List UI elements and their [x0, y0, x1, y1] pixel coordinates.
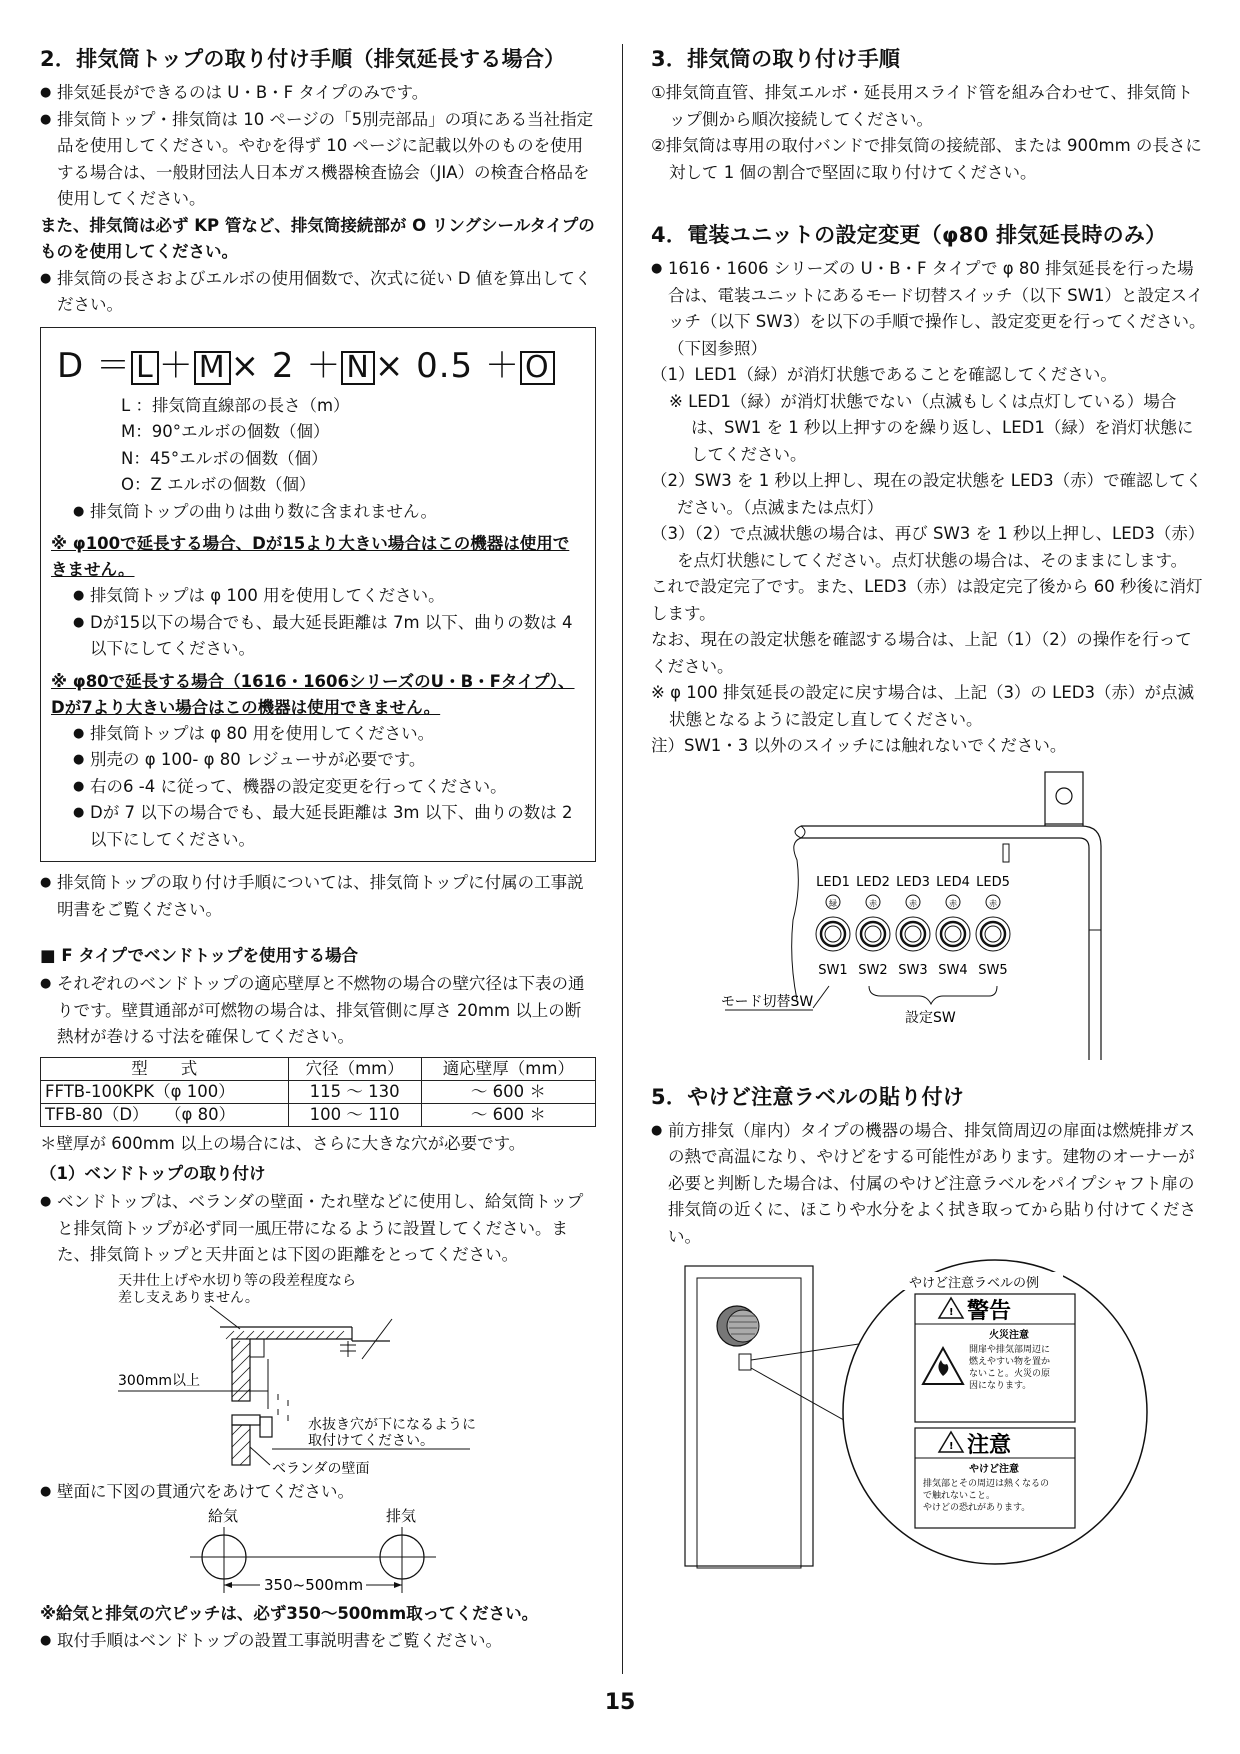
- legend-m: M：90°エルボの個数（個）: [121, 422, 330, 441]
- switch-label-1: SW1: [818, 962, 848, 978]
- section-5-title: 5．やけど注意ラベルの貼り付け: [651, 1084, 965, 1109]
- switch-ring-5: [985, 926, 1001, 942]
- s2-bold-note: また、排気筒は必ず KP 管など、排気筒接続部が O リングシールタイプのものを使用してください。: [40, 215, 595, 261]
- led-color-2: 赤: [869, 898, 877, 908]
- table-header: 型 式: [41, 1057, 289, 1080]
- led-label-1: LED1: [816, 874, 850, 890]
- page-number: 15: [604, 1690, 636, 1715]
- formula-n: N: [341, 351, 374, 385]
- formula-x05: × 0.5 ＋: [374, 345, 520, 386]
- fig2-label-exhaust: 排気: [386, 1507, 417, 1525]
- fig4-fire-text: ないこと。火災の原: [969, 1369, 1051, 1379]
- s4-step-1-note: ※ LED1（緑）が消灯状態でない（点滅もしくは点灯している）場合は、SW1 を 1 秒以上押すのを繰り返し、LED1（緑）を消灯状態にしてください。: [669, 391, 1194, 464]
- fig3-label-mode: モード切替SW: [721, 993, 814, 1010]
- led-label-5: LED5: [976, 874, 1010, 890]
- section-3-title: 3．排気筒の取り付け手順: [651, 47, 901, 71]
- note100-bullet-2: ● Dが15以下の場合でも、最大延長距離は 7m 以下、曲りの数は 4 以下にしてください。: [73, 610, 585, 663]
- formula-plus: ＋: [158, 345, 194, 386]
- fig2-label-supply: 給気: [208, 1507, 239, 1525]
- fig4-fire-text: 因になります。: [969, 1381, 1032, 1391]
- fig3-label-set: 設定SW: [905, 1009, 956, 1026]
- table-cell: 100 ～ 110: [288, 1103, 421, 1126]
- formula-d: D ＝: [57, 345, 131, 386]
- fig2-label-pitch: 350~500mm: [264, 1576, 364, 1594]
- formula-m: M: [194, 351, 231, 385]
- fig4-burn-text: で触れないこと。: [923, 1491, 996, 1501]
- note100-bullet-1: ● 排気筒トップは φ 100 用を使用してください。: [73, 583, 585, 610]
- bent-bullet-1: ● それぞれのベンドトップの適応壁厚と不燃物の場合の壁穴径は下表の通りです。壁貫通部が可燃物の場合は、排気管側に厚さ 20mm 以上の断熱材が巻ける寸法を確保してください。: [40, 971, 596, 1051]
- ceiling-distance-diagram: [40, 1269, 596, 1479]
- section-2-title: 2．排気筒トップの取り付け手順（排気延長する場合）: [40, 47, 566, 71]
- fig1-label-wall: ベランダの壁面: [272, 1460, 370, 1477]
- s4-step-2: （2）SW3 を 1 秒以上押し、現在の設定状態を LED3（赤）で確認してください。（点滅または点灯）: [651, 471, 1203, 517]
- led-label-4: LED4: [936, 874, 970, 890]
- fig4-burn-text: やけどの恐れがあります。: [923, 1503, 1031, 1513]
- s2-bullet-4: ● 排気筒トップの取り付け手順については、排気筒トップに付属の工事説明書をご覧ください。: [40, 870, 596, 923]
- table-header-row: [41, 1057, 596, 1080]
- switch-ring-3: [905, 926, 921, 942]
- switch-ring-1: [825, 926, 841, 942]
- s2-bullet-1: ● 排気延長ができるのは U・B・F タイプのみです。: [40, 80, 596, 107]
- table-cell: TFB-80（D） （φ 80）: [41, 1103, 289, 1126]
- s4-step-3: （3）（2）で点滅状態の場合は、再び SW3 を 1 秒以上押し、LED3（赤）を点灯状態にしてください。点灯状態の場合は、そのままにします。: [651, 524, 1205, 570]
- led-color-4: 赤: [949, 898, 957, 908]
- switch-label-5: SW5: [978, 962, 1008, 978]
- legend-n: N：45°エルボの個数（個）: [121, 448, 328, 468]
- legend-o: O：Z エルボの個数（個）: [121, 475, 316, 494]
- fig4-fire-text: 燃えやすい物を置か: [969, 1357, 1051, 1367]
- left-column: [40, 44, 596, 1654]
- formula-x2: × 2 ＋: [230, 345, 342, 386]
- fig4-warn: 警告: [967, 1299, 1012, 1324]
- table-row: [41, 1080, 596, 1103]
- formula-box: [40, 327, 596, 863]
- table-cell: FFTB-100KPK（φ 100）: [41, 1080, 289, 1103]
- led-label-2: LED2: [856, 874, 890, 890]
- led-color-3: 赤: [909, 898, 917, 908]
- fig1-label-top1: 天井仕上げや水切り等の段差程度なら: [118, 1272, 356, 1289]
- formula-o: O: [520, 351, 555, 385]
- fig1-label-drain1: 水抜き穴が下になるように: [308, 1416, 476, 1433]
- led-color-1: 緑: [829, 898, 837, 908]
- fig4-caution: 注意: [967, 1433, 1012, 1458]
- right-column: [651, 44, 1206, 1576]
- table-note: ＊壁厚が 600mm 以上の場合には、さらに大きな穴が必要です。: [40, 1133, 526, 1153]
- formula-legend: [121, 393, 585, 499]
- label-position: [739, 1354, 751, 1370]
- electrical-unit-diagram: [651, 760, 1206, 1060]
- s4-para-2: なお、現在の設定状態を確認する場合は、上記（1）（2）の操作を行ってください。: [651, 630, 1192, 676]
- note-phi100-title: ※ φ100で延長する場合、Dが15より大きい場合はこの機器は使用できません。: [51, 534, 570, 579]
- d-formula: [57, 338, 585, 387]
- led-label-3: LED3: [896, 874, 930, 890]
- fig4-fire-title: 火災注意: [989, 1330, 1029, 1341]
- fig4-fire-text: 開扉や排気部周辺に: [969, 1345, 1051, 1355]
- switch-label-3: SW3: [898, 962, 928, 978]
- pitch-note: ※給気と排気の穴ピッチは、必ず350～500mm取ってください。: [40, 1604, 539, 1623]
- fig4-burn-text: 排気部とその周辺は熱くなるの: [923, 1479, 1050, 1489]
- table-cell: ～ 600 ＊: [421, 1103, 595, 1126]
- note80-bullet-4: ● Dが 7 以下の場合でも、最大延長距離は 3m 以下、曲りの数は 2 以下にしてください。: [73, 800, 585, 853]
- s4-para-3: ※ φ 100 排気延長の設定に戻す場合は、上記（3）の LED3（赤）が点滅状態となるように設定し直してください。: [651, 683, 1195, 729]
- table-cell: 115 ～ 130: [288, 1080, 421, 1103]
- table-header: 穴径（mm）: [288, 1057, 421, 1080]
- bent-top-table: [40, 1057, 596, 1127]
- switch-label-4: SW4: [938, 962, 968, 978]
- led-color-5: 赤: [989, 898, 997, 908]
- s2-bullet-3: ● 排気筒の長さおよびエルボの使用個数で、次式に従い D 値を算出してください。: [40, 266, 596, 319]
- bent-bullet-4: ● 取付手順はベンドトップの設置工事説明書をご覧ください。: [40, 1628, 596, 1655]
- bent-top-title: ■ F タイプでベンドトップを使用する場合: [40, 946, 359, 965]
- s2-bullet-2: ● 排気筒トップ・排気筒は 10 ページの「5別売部品」の項にある当社指定品を使用してください。やむを得ず 10 ページに記載以外のものを使用する場合は、一般財団法人日本ガス機器検査協会（JIA）の検査合格品を使用してください。: [40, 107, 596, 213]
- box-bullet-1: ● 排気筒トップの曲りは曲り数に含まれません。: [73, 499, 585, 526]
- s4-para-1: これで設定完了です。また、LED3（赤）は設定完了後から 60 秒後に消灯します。: [651, 577, 1203, 623]
- fig1-label-top2: 差し支えありません。: [118, 1289, 259, 1306]
- note80-bullet-3: ● 右の6 -4 に従って、機器の設定変更を行ってください。: [73, 774, 585, 801]
- fig1-label-300: 300mm以上: [118, 1372, 200, 1389]
- legend-l: L ：排気筒直線部の長さ（m）: [121, 395, 350, 415]
- s3-step-2: ②排気筒は専用の取付バンドで排気筒の接続部、または 900mm の長さに対して 1 個の割合で堅固に取り付けてください。: [651, 136, 1202, 182]
- note80-bullet-1: ● 排気筒トップは φ 80 用を使用してください。: [73, 721, 585, 748]
- pitch-diagram: [40, 1505, 596, 1601]
- switch-ring-2: [865, 926, 881, 942]
- table-row: [41, 1103, 596, 1126]
- led-switch-group: [816, 875, 1010, 978]
- bent-bullet-3: ● 壁面に下図の貫通穴をあけてください。: [40, 1479, 596, 1506]
- svg-text:!: !: [949, 1441, 954, 1452]
- bent-sub-title: （1）ベンドトップの取り付け: [40, 1164, 266, 1183]
- section-4-title: 4．電装ユニットの設定変更（φ80 排気延長時のみ）: [651, 223, 1167, 247]
- s4-para-4: 注）SW1・3 以外のスイッチには触れないでください。: [651, 736, 1067, 755]
- bent-bullet-2: ● ベンドトップは、ベランダの壁面・たれ壁などに使用し、給気筒トップと排気筒トップが必ず同一風圧帯になるように設置してください。また、排気筒トップと天井面とは下図の距離をとってください。: [40, 1189, 596, 1269]
- table-cell: ～ 600 ＊: [421, 1080, 595, 1103]
- s3-step-1: ①排気筒直管、排気エルボ・延長用スライド管を組み合わせて、排気筒トップ側から順次接続してください。: [651, 83, 1193, 129]
- note-phi80-title: ※ φ80で延長する場合（1616・1606シリーズのU・B・Fタイプ）、Dが7より大きい場合はこの機器は使用できません。: [51, 671, 575, 717]
- s5-bullet-1: ● 前方排気（扉内）タイプの機器の場合、排気筒周辺の扉面は燃焼排ガスの熱で高温になり、やけどをする可能性があります。建物のオーナーが必要と判断した場合は、付属のやけど注意ラベルをパイプシャフト扉の排気筒の近くに、ほこりや水分をよく拭き取ってから貼り付けてください。: [651, 1118, 1206, 1251]
- svg-text:!: !: [949, 1307, 954, 1318]
- switch-label-2: SW2: [858, 962, 888, 978]
- fig4-example: やけど注意ラベルの例: [909, 1276, 1040, 1291]
- switch-ring-4: [945, 926, 961, 942]
- table-header: 適応壁厚（mm）: [421, 1057, 595, 1080]
- column-divider: [622, 44, 623, 1674]
- s4-step-1: （1）LED1（緑）が消灯状態であることを確認してください。: [651, 365, 1117, 384]
- burn-label-diagram: [651, 1256, 1206, 1576]
- note80-bullet-2: ● 別売の φ 100- φ 80 レジューサが必要です。: [73, 747, 585, 774]
- fig4-burn-title: やけど注意: [969, 1464, 1019, 1475]
- fig1-label-drain2: 取付けてください。: [308, 1432, 434, 1449]
- s4-bullet-1: ● 1616・1606 シリーズの U・B・F タイプで φ 80 排気延長を行った場合は、電装ユニットにあるモード切替スイッチ（以下 SW1）と設定スイッチ（以下 SW3）を以下の手順で操作し、設定変更を行ってください。（下図参照）: [651, 256, 1206, 362]
- formula-l: L: [131, 351, 159, 385]
